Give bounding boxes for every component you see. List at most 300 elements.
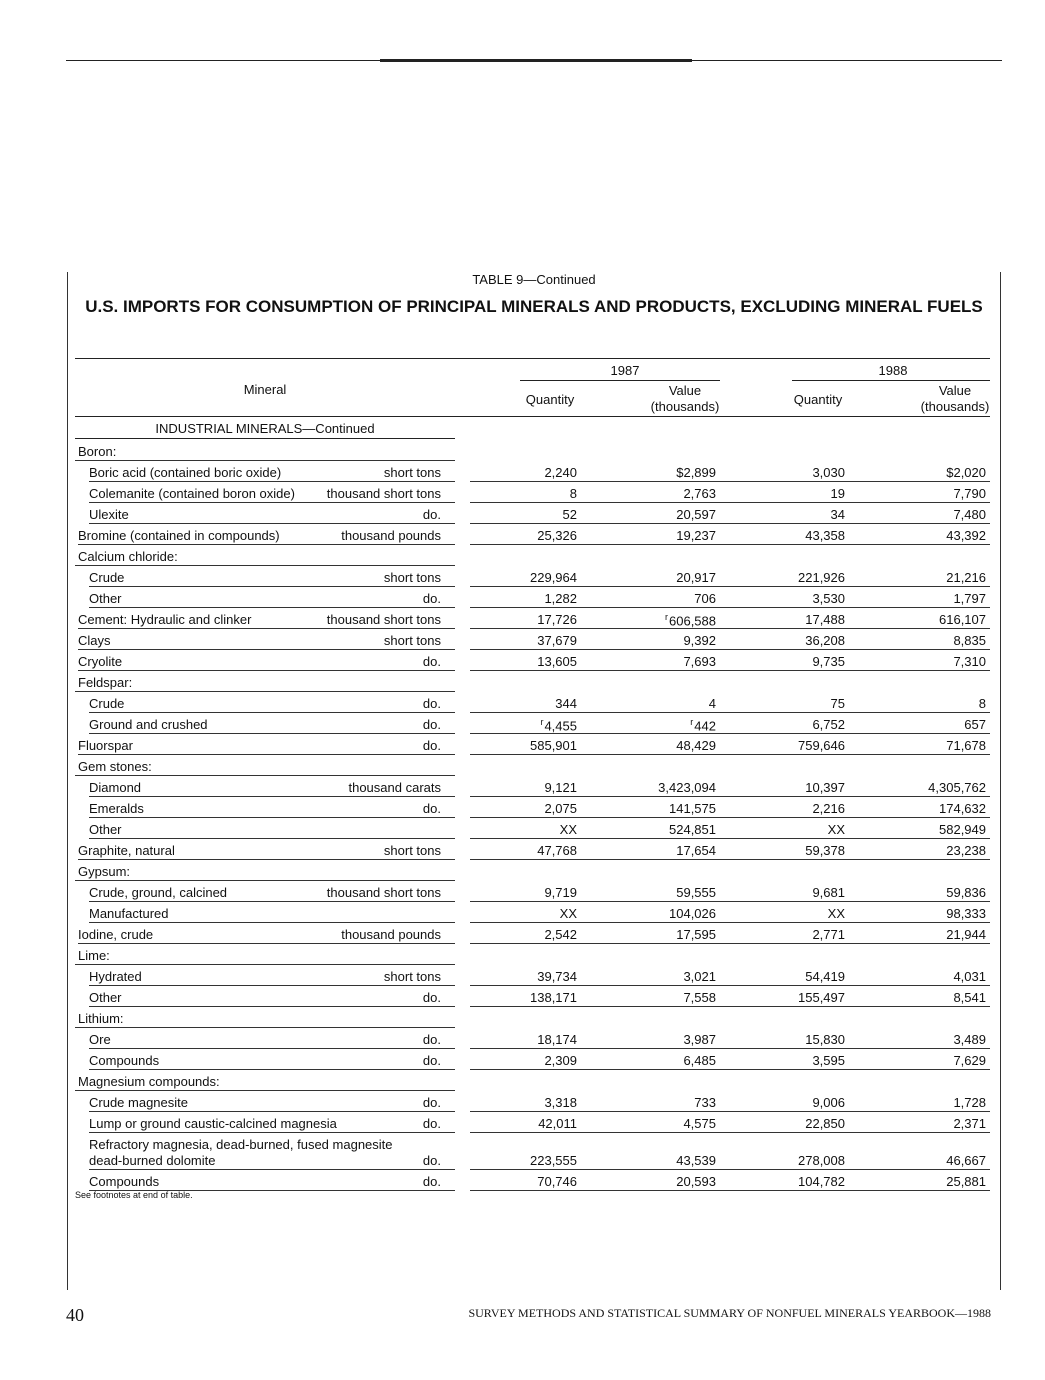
row-label: Calcium chloride: — [78, 549, 178, 564]
value-1988-cell — [880, 927, 986, 942]
table-row — [0, 1070, 1045, 1091]
value-header-line2: (thousands) — [650, 399, 720, 414]
cell-value: 174,632 — [939, 801, 986, 816]
row-unit: do. — [422, 1174, 441, 1189]
cell-value: 4,575 — [683, 1116, 716, 1131]
value-1987-cell — [630, 885, 716, 900]
cell-value: 13,605 — [537, 654, 577, 669]
quantity-1988-cell — [760, 507, 845, 522]
quantity-1988-cell — [760, 1032, 845, 1047]
cell-value: XX — [559, 906, 577, 921]
cell-value: 36,208 — [805, 633, 845, 648]
cell-value: $2,899 — [676, 465, 716, 480]
quantity-1987-cell — [490, 612, 577, 627]
row-unit: thousand short tons — [326, 486, 441, 501]
quantity-1987-cell — [490, 780, 577, 795]
row-label: Other — [89, 990, 122, 1005]
quantity-1988-cell — [760, 570, 845, 585]
value-1988-cell — [880, 1095, 986, 1110]
value-1987-cell — [630, 843, 716, 858]
cell-value: 52 — [562, 507, 577, 522]
value-1987-cell — [630, 528, 716, 543]
value-1988-cell — [880, 1153, 986, 1168]
cell-value: 141,575 — [669, 801, 716, 816]
quantity-1987-cell — [490, 927, 577, 942]
quantity-1987-cell — [490, 1116, 577, 1131]
row-unit: thousand short tons — [326, 885, 441, 900]
footnote: See footnotes at end of table. — [75, 1190, 193, 1200]
quantity-1987-cell — [490, 633, 577, 648]
cell-value: 17,488 — [805, 612, 845, 627]
row-data-rule — [470, 1190, 990, 1191]
cell-value: 344 — [555, 696, 577, 711]
row-unit: short tons — [383, 633, 441, 648]
quantity-1987-cell — [490, 591, 577, 606]
quantity-1987-cell — [490, 696, 577, 711]
value-1987-cell — [630, 780, 716, 795]
row-unit: thousand pounds — [341, 927, 441, 942]
cell-value: $2,020 — [946, 465, 986, 480]
row-unit: do. — [422, 1095, 441, 1110]
table-row — [0, 461, 1045, 482]
quantity-1988-header: Quantity — [793, 392, 843, 407]
value-1987-cell — [630, 696, 716, 711]
cell-value: 4,031 — [953, 969, 986, 984]
cell-value: 2,542 — [544, 927, 577, 942]
row-label: Ground and crushed — [89, 717, 208, 732]
table-row — [0, 482, 1045, 503]
cell-value: XX — [827, 822, 845, 837]
row-label: Lump or ground caustic-calcined magnesia — [89, 1116, 337, 1131]
value-1987-cell — [630, 969, 716, 984]
quantity-1988-cell — [760, 843, 845, 858]
table-row — [0, 965, 1045, 986]
cell-value: 47,768 — [537, 843, 577, 858]
table-row — [0, 545, 1045, 566]
cell-value: 98,333 — [946, 906, 986, 921]
cell-value: 21,216 — [946, 570, 986, 585]
cell-value: 7,790 — [953, 486, 986, 501]
revised-mark: r — [690, 717, 694, 727]
quantity-1987-cell — [490, 969, 577, 984]
row-label: Ore — [89, 1032, 111, 1047]
value-1988-cell — [880, 591, 986, 606]
cell-value: 37,679 — [537, 633, 577, 648]
year-1987: 1987 — [610, 363, 640, 378]
mineral-column-header: Mineral — [243, 382, 287, 397]
value-1988-cell — [880, 780, 986, 795]
year-1987-rule — [520, 380, 720, 381]
cell-value: 582,949 — [939, 822, 986, 837]
cell-value: 3,318 — [544, 1095, 577, 1110]
row-unit: do. — [422, 1053, 441, 1068]
quantity-1987-cell — [490, 570, 577, 585]
cell-value: 7,310 — [953, 654, 986, 669]
row-label: Crude magnesite — [89, 1095, 188, 1110]
cell-value: 3,489 — [953, 1032, 986, 1047]
cell-value: 25,881 — [946, 1174, 986, 1189]
value-1988-cell — [880, 822, 986, 837]
value-1988-cell — [880, 528, 986, 543]
row-label: Crude, ground, calcined — [89, 885, 228, 900]
cell-value: 3,021 — [683, 969, 716, 984]
row-unit: do. — [422, 696, 441, 711]
value-1988-cell — [880, 612, 986, 627]
cell-value: 7,480 — [953, 507, 986, 522]
quantity-1988-cell — [760, 696, 845, 711]
table-row — [0, 839, 1045, 860]
value-1988-cell — [880, 507, 986, 522]
quantity-1988-cell — [760, 822, 845, 837]
cell-value: 75 — [830, 696, 845, 711]
header-bottom-rule — [75, 416, 990, 417]
value-1988-cell — [880, 990, 986, 1005]
table-row — [0, 1049, 1045, 1070]
table-row — [0, 629, 1045, 650]
row-label: Lithium: — [78, 1011, 124, 1026]
row-label: Compounds — [89, 1174, 160, 1189]
table-row — [0, 587, 1045, 608]
table-row — [0, 566, 1045, 587]
value-1988-cell — [880, 1032, 986, 1047]
row-unit: short tons — [383, 969, 441, 984]
cell-value: 20,593 — [676, 1174, 716, 1189]
cell-value: 9,681 — [812, 885, 845, 900]
quantity-1987-cell — [490, 465, 577, 480]
row-unit: do. — [422, 1116, 441, 1131]
quantity-1987-cell — [490, 843, 577, 858]
row-label: Iodine, crude — [78, 927, 154, 942]
value-1988-cell — [880, 696, 986, 711]
table-row — [0, 881, 1045, 902]
row-unit: thousand carats — [348, 780, 441, 795]
value-1987-cell — [630, 990, 716, 1005]
quantity-1987-cell — [490, 801, 577, 816]
cell-value: 6,485 — [683, 1053, 716, 1068]
cell-value: 21,944 — [946, 927, 986, 942]
row-label: Cryolite — [78, 654, 123, 669]
quantity-1987-cell — [490, 885, 577, 900]
cell-value: 59,555 — [676, 885, 716, 900]
table-label: TABLE 9—Continued — [472, 272, 596, 287]
value-1988-cell — [880, 633, 986, 648]
row-label: Ulexite — [89, 507, 129, 522]
quantity-1987-cell — [490, 1032, 577, 1047]
value-1988-cell — [880, 969, 986, 984]
cell-value: 155,497 — [798, 990, 845, 1005]
row-label: Bromine (contained in compounds) — [78, 528, 280, 543]
cell-value: 3,423,094 — [658, 780, 716, 795]
cell-value: 221,926 — [798, 570, 845, 585]
row-unit: do. — [422, 990, 441, 1005]
value-1988-cell — [880, 885, 986, 900]
cell-value: 3,595 — [812, 1053, 845, 1068]
cell-value: 7,693 — [683, 654, 716, 669]
cell-value: 3,987 — [683, 1032, 716, 1047]
row-label: Cement: Hydraulic and clinker — [78, 612, 252, 627]
quantity-1987-cell — [490, 738, 577, 753]
table-row — [0, 692, 1045, 713]
quantity-1988-cell — [760, 969, 845, 984]
row-label: Boron: — [78, 444, 117, 459]
value-1988-cell — [880, 486, 986, 501]
row-label: Clays — [78, 633, 111, 648]
row-unit: short tons — [383, 843, 441, 858]
quantity-1988-cell — [760, 612, 845, 627]
cell-value: 4 — [708, 696, 716, 711]
quantity-1987-cell — [490, 528, 577, 543]
revised-mark: r — [665, 612, 668, 622]
quantity-1987-cell — [490, 1095, 577, 1110]
value-1987-cell — [630, 507, 716, 522]
running-title: SURVEY METHODS AND STATISTICAL SUMMARY OF NONFUEL MINERALS YEARBOOK—1988 — [468, 1306, 991, 1320]
cell-value: 71,678 — [946, 738, 986, 753]
cell-value: 59,378 — [805, 843, 845, 858]
row-unit: short tons — [383, 465, 441, 480]
cell-value: 229,964 — [530, 570, 577, 585]
cell-value: 1,728 — [953, 1095, 986, 1110]
row-label: Manufactured — [89, 906, 169, 921]
row-label: Other — [89, 822, 122, 837]
cell-value: 8,541 — [953, 990, 986, 1005]
cell-value: 2,216 — [812, 801, 845, 816]
row-label: Gypsum: — [78, 864, 131, 879]
quantity-1988-cell — [760, 486, 845, 501]
quantity-1988-cell — [760, 1095, 845, 1110]
table-row — [0, 1112, 1045, 1133]
cell-value: 10,397 — [805, 780, 845, 795]
row-label: Gem stones: — [78, 759, 152, 774]
row-label: Other — [89, 591, 122, 606]
table-row — [0, 608, 1045, 629]
value-1988-cell — [880, 1053, 986, 1068]
row-label: Crude — [89, 696, 125, 711]
quantity-1988-cell — [760, 885, 845, 900]
cell-value: 3,530 — [812, 591, 845, 606]
value-header-line2: (thousands) — [920, 399, 990, 414]
value-1988-cell — [880, 717, 986, 732]
quantity-1988-cell — [760, 780, 845, 795]
value-1987-cell — [630, 465, 716, 480]
table-row — [0, 1170, 1045, 1191]
cell-value: 3,030 — [812, 465, 845, 480]
cell-value: 18,174 — [537, 1032, 577, 1047]
cell-value: 19 — [830, 486, 845, 501]
cell-value: 4,455 — [544, 718, 577, 734]
cell-value: 616,107 — [939, 612, 986, 627]
cell-value: 442 — [694, 718, 716, 734]
quantity-1987-cell — [490, 1153, 577, 1168]
cell-value: 43,358 — [805, 528, 845, 543]
cell-value: 2,240 — [544, 465, 577, 480]
row-label: Boric acid (contained boric oxide) — [89, 465, 282, 480]
row-label: Graphite, natural — [78, 843, 175, 858]
cell-value: 278,008 — [798, 1153, 845, 1168]
table-row — [0, 713, 1045, 734]
quantity-1988-cell — [760, 1116, 845, 1131]
table-row — [0, 1007, 1045, 1028]
value-1987-cell — [630, 1153, 716, 1168]
value-1988-header — [895, 383, 1015, 415]
table-row — [0, 923, 1045, 944]
quantity-1987-cell — [490, 906, 577, 921]
quantity-1988-cell — [760, 927, 845, 942]
cell-value: 46,667 — [946, 1153, 986, 1168]
cell-value: 20,917 — [676, 570, 716, 585]
quantity-1988-cell — [760, 738, 845, 753]
value-1987-cell — [630, 927, 716, 942]
value-1988-cell — [880, 654, 986, 669]
row-label: Magnesium compounds: — [78, 1074, 220, 1089]
row-unit: do. — [422, 717, 441, 732]
row-label: Fluorspar — [78, 738, 133, 753]
cell-value: 2,075 — [544, 801, 577, 816]
value-header-line1: Value — [938, 383, 972, 398]
cell-value: 606,588 — [669, 613, 716, 629]
cell-value: 104,026 — [669, 906, 716, 921]
row-unit: do. — [422, 654, 441, 669]
cell-value: 9,121 — [544, 780, 577, 795]
table-title: U.S. IMPORTS FOR CONSUMPTION OF PRINCIPAL MINERALS AND PRODUCTS, EXCLUDING MINERAL FUELS — [85, 297, 983, 316]
value-1987-header — [630, 383, 740, 415]
quantity-1988-cell — [760, 465, 845, 480]
cell-value: 23,238 — [946, 843, 986, 858]
cell-value: 585,901 — [530, 738, 577, 753]
table-row — [0, 860, 1045, 881]
cell-value: XX — [559, 822, 577, 837]
value-1987-cell — [630, 654, 716, 669]
revised-mark: r — [540, 717, 544, 727]
quantity-1988-cell — [760, 990, 845, 1005]
quantity-1987-header: Quantity — [525, 392, 575, 407]
cell-value: 9,006 — [812, 1095, 845, 1110]
row-unit: thousand short tons — [326, 612, 441, 627]
cell-value: 20,597 — [676, 507, 716, 522]
row-label: Diamond — [89, 780, 142, 795]
table-row — [0, 1028, 1045, 1049]
row-label: Feldspar: — [78, 675, 133, 690]
value-1988-cell — [880, 906, 986, 921]
value-1987-cell — [630, 1032, 716, 1047]
table-row — [0, 440, 1045, 461]
value-1988-cell — [880, 738, 986, 753]
quantity-1988-cell — [760, 1174, 845, 1189]
value-1987-cell — [630, 717, 716, 733]
value-1987-cell — [630, 906, 716, 921]
quantity-1988-cell — [760, 654, 845, 669]
value-1987-cell — [630, 486, 716, 501]
cell-value: 7,629 — [953, 1053, 986, 1068]
row-label: Compounds — [89, 1053, 160, 1068]
quantity-1987-cell — [490, 486, 577, 501]
cell-value: 2,763 — [683, 486, 716, 501]
row-unit: do. — [422, 1153, 441, 1168]
cell-value: 2,371 — [953, 1116, 986, 1131]
table-row — [0, 503, 1045, 524]
value-header-line1: Value — [668, 383, 702, 398]
cell-value: 1,797 — [953, 591, 986, 606]
value-1988-cell — [880, 843, 986, 858]
cell-value: 43,392 — [946, 528, 986, 543]
cell-value: 706 — [694, 591, 716, 606]
quantity-1987-cell — [490, 507, 577, 522]
table-row — [0, 986, 1045, 1007]
row-unit: thousand pounds — [341, 528, 441, 543]
cell-value: 524,851 — [669, 822, 716, 837]
cell-value: 39,734 — [537, 969, 577, 984]
value-1987-cell — [630, 1095, 716, 1110]
page-number: 40 — [66, 1305, 84, 1325]
cell-value: XX — [827, 906, 845, 921]
cell-value: 9,735 — [812, 654, 845, 669]
value-1987-cell — [630, 738, 716, 753]
cell-value: 759,646 — [798, 738, 845, 753]
row-label-line1: Refractory magnesia, dead-burned, fused magnesite — [89, 1137, 393, 1152]
row-unit: do. — [422, 738, 441, 753]
quantity-1988-cell — [760, 1153, 845, 1168]
row-label: Colemanite (contained boron oxide) — [89, 486, 295, 501]
quantity-1987-cell — [490, 822, 577, 837]
row-label-line2: dead-burned dolomite — [89, 1153, 216, 1168]
quantity-1987-cell — [490, 654, 577, 669]
row-unit: do. — [422, 591, 441, 606]
row-label: Emeralds — [89, 801, 144, 816]
table-row — [0, 650, 1045, 671]
cell-value: 22,850 — [805, 1116, 845, 1131]
year-1988: 1988 — [878, 363, 908, 378]
quantity-1988-cell — [760, 591, 845, 606]
value-1987-cell — [630, 822, 716, 837]
quantity-1987-cell — [490, 990, 577, 1005]
value-1987-cell — [630, 1116, 716, 1131]
cell-value: 17,595 — [676, 927, 716, 942]
quantity-1987-cell — [490, 1174, 577, 1189]
table-row — [0, 671, 1045, 692]
cell-value: 17,654 — [676, 843, 716, 858]
table-row — [0, 776, 1045, 797]
cell-value: 138,171 — [530, 990, 577, 1005]
section-heading: INDUSTRIAL MINERALS—Continued — [155, 421, 375, 436]
value-1987-cell — [630, 633, 716, 648]
value-1987-cell — [630, 570, 716, 585]
cell-value: 19,237 — [676, 528, 716, 543]
table-row — [0, 944, 1045, 965]
value-1988-cell — [880, 570, 986, 585]
cell-value: 17,726 — [537, 612, 577, 627]
cell-value: 6,752 — [812, 717, 845, 732]
value-1988-cell — [880, 1116, 986, 1131]
cell-value: 54,419 — [805, 969, 845, 984]
cell-value: 9,719 — [544, 885, 577, 900]
cell-value: 7,558 — [683, 990, 716, 1005]
cell-value: 70,746 — [537, 1174, 577, 1189]
value-1987-cell — [630, 1053, 716, 1068]
quantity-1988-cell — [760, 906, 845, 921]
row-label: Crude — [89, 570, 125, 585]
header-top-rule — [75, 358, 990, 359]
table-row — [0, 902, 1045, 923]
quantity-1987-cell — [490, 717, 577, 733]
row-label: Lime: — [78, 948, 110, 963]
table-row — [0, 797, 1045, 818]
value-1987-cell — [630, 591, 716, 606]
quantity-1988-cell — [760, 1053, 845, 1068]
quantity-1987-cell — [490, 1053, 577, 1068]
table-row — [0, 734, 1045, 755]
cell-value: 59,836 — [946, 885, 986, 900]
cell-value: 104,782 — [798, 1174, 845, 1189]
cell-value: 2,309 — [544, 1053, 577, 1068]
